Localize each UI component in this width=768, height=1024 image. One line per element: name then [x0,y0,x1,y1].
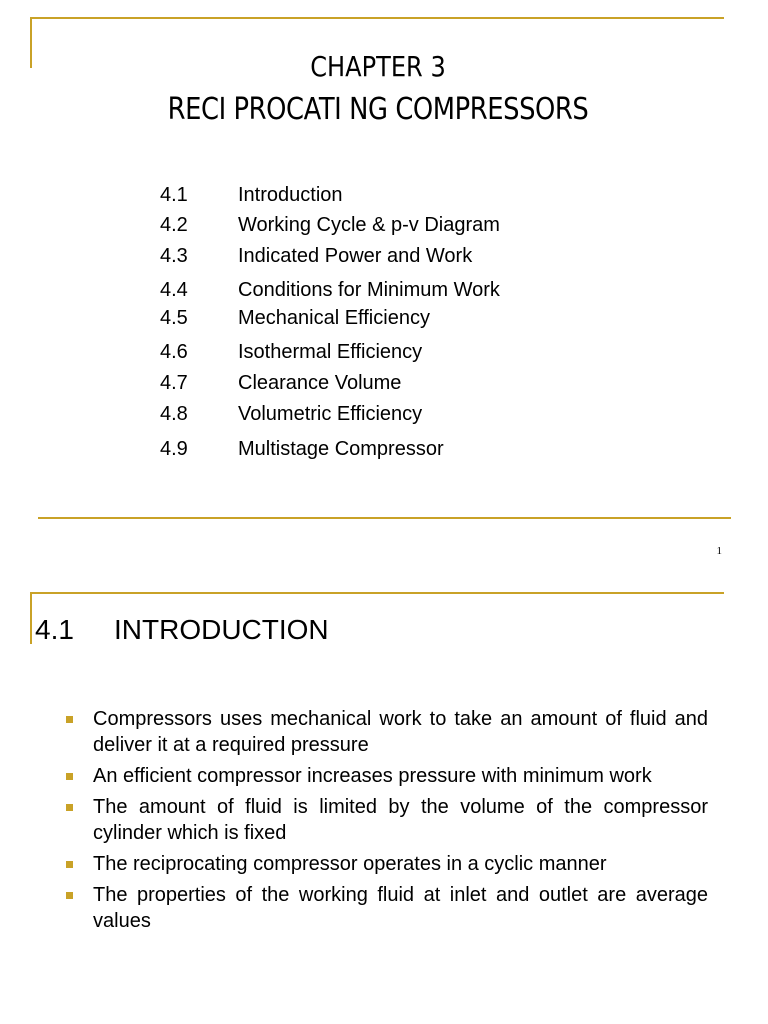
square-bullet-icon [66,773,73,780]
list-item [66,706,708,758]
slide1-top-rule [30,17,724,19]
page-number: 1 [716,545,722,557]
toc-item-label: Mechanical Efficiency [238,307,430,329]
bullet-list [66,706,708,939]
toc-item-number: 4.3 [160,245,188,267]
toc-item-label: Indicated Power and Work [238,245,473,267]
slide2-top-rule [30,592,724,594]
toc-item-label: Conditions for Minimum Work [238,279,500,301]
slide2-left-rule [30,592,32,644]
square-bullet-icon [66,861,73,868]
toc-item-number: 4.5 [160,307,188,329]
list-item [66,794,708,846]
toc-item-number: 4.6 [160,341,188,363]
toc-item-label: Introduction [238,184,343,206]
toc-item-number: 4.9 [160,438,188,460]
toc-item-label: Isothermal Efficiency [238,341,423,363]
toc-item-label: Working Cycle & p-v Diagram [238,214,500,236]
toc-item-number: 4.4 [160,279,188,301]
chapter-subtitle: RECI PROCATI NG COMPRESSORS [167,92,589,127]
list-item-text: The reciprocating compressor operates in a cyclic manner [93,853,607,875]
toc-item-label: Clearance Volume [238,372,402,394]
toc-item-label: Multistage Compressor [238,438,444,460]
toc-item-number: 4.2 [160,214,188,236]
list-item-text: An efficient compressor increases pressure with minimum work [93,765,652,787]
slide1-left-rule [30,17,32,68]
list-item-text: The amount of fluid is limited by the volume of the compressor cylinder which is fixed [93,796,708,844]
list-item [66,763,708,789]
section-heading-text: INTRODUCTION [114,614,329,645]
section-heading-number: 4.1 [35,614,74,645]
list-item-text: The properties of the working fluid at inlet and outlet are average values [93,884,708,932]
list-item-text: Compressors uses mechanical work to take an amount of fluid and deliver it at a required pressure [93,708,708,756]
chapter-title: CHAPTER 3 [310,50,446,83]
square-bullet-icon [66,716,73,723]
toc-item-number: 4.7 [160,372,188,394]
toc-item-label: Volumetric Efficiency [238,403,423,425]
square-bullet-icon [66,892,73,899]
toc-item-number: 4.1 [160,184,188,206]
toc-item-number: 4.8 [160,403,188,425]
square-bullet-icon [66,804,73,811]
slide1-bottom-rule [38,517,731,519]
list-item [66,882,708,934]
list-item [66,851,708,877]
